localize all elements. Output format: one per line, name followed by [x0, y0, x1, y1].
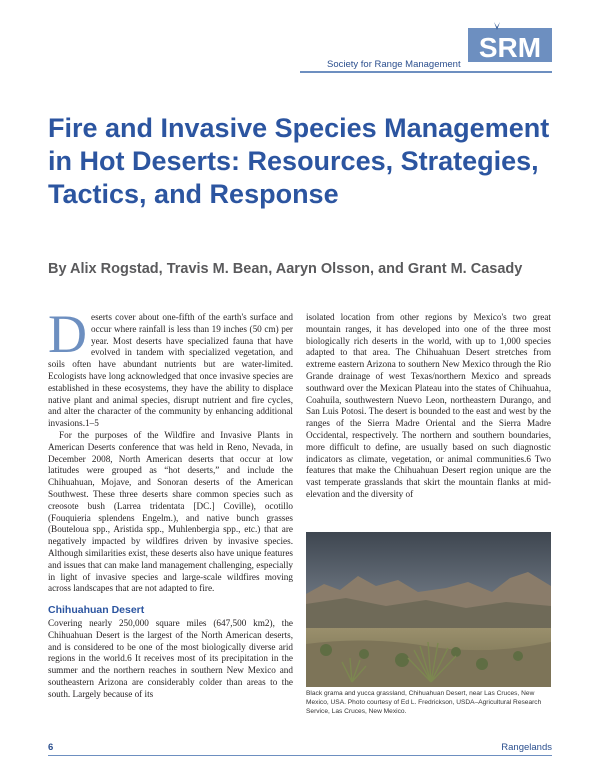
intro-paragraph [48, 304, 293, 430]
srm-logo [468, 18, 552, 68]
right-column [306, 312, 551, 501]
left-column [48, 304, 293, 701]
journal-name: Rangelands [501, 742, 552, 753]
page-number: 6 [48, 742, 54, 753]
desert-grassland-photo [306, 532, 551, 687]
continued-paragraph: isolated location from other regions by Mexico's two great mountain ranges, it has developed into one of the three most biologically rich deserts in the world, with up to 1,000 species adapted to that area. The Chihuahuan Desert stretches from extreme eastern Arizona to southern New Mexico through the Rio Grande drainage of west Texas/northern Mexico and spreads southward over the Mexican Plateau into the states of Chihuahua, Coahuila, southwestern Nuevo Leon, northeastern Durango, and San Luis Potosi. The desert is bounded to the east and west by the ranges of the Sierra Madre Oriental and the Sierra Madre Occidental, respectively. The northern and southern boundaries, more difficult to define, are usually based on such diagnostic indicators as climate, vegetation, or animal communities.6 Two features that make the Chihuahuan Desert region unique are the vast temperate grasslands that skirt the mountain flanks at mid-elevation and the diversity of [306, 312, 551, 499]
drop-cap: D [48, 304, 87, 364]
footer-rule [48, 755, 552, 756]
conference-paragraph: For the purposes of the Wildfire and Invasive Plants in American Deserts conference that was held in Reno, Nevada, in December 2008, North American deserts that occur at low latitudes were grouped as “hot deserts,” and include the Chihuahuan, Mojave, and Sonoran deserts of the American Southwest. These three deserts share common species such as creosote bush (Larrea tridentata [DC.] Coville), ocotillo (Fouquieria splendens Engelm.), and native bunch grasses (Bouteloua spp., Aristida spp., Muhlenbergia spp., etc.) that are negatively impacted by wildfires driven by invasive species. Although similarities exist, these deserts also have unique features and issues that can make land management challenging, especially in light of invasive species and large-scale wildfires moving across landscapes that are not adapted to fire. [48, 429, 293, 594]
chihuahuan-paragraph: Covering nearly 250,000 square miles (647,500 km2), the Chihuahuan Desert is the largest of the North American deserts, and is considered to be one of the most biologically diverse arid regions in the world.6 It receives most of its precipitation in the summer and the northern reaches in southern New Mexico and southeastern Arizona are considerably colder than areas to the south. Largely because of its [48, 617, 293, 699]
section-heading-chihuahuan: Chihuahuan Desert [48, 604, 145, 617]
photo-caption: Black grama and yucca grassland, Chihuahuan Desert, near Las Cruces, New Mexico, USA. Photo courtesy of Ed L. Fredrickson, USDA–Agricultural Research Service, Las Cruces, New Mexico. [306, 690, 542, 715]
article-title: Fire and Invasive Species Management in Hot Deserts: Resources, Strategies, Tactics, and Response [48, 113, 550, 209]
society-name: Society for Range Management [327, 59, 461, 70]
article-authors: By Alix Rogstad, Travis M. Bean, Aaryn Olsson, and Grant M. Casady [48, 261, 523, 277]
srm-logo-text: SRM [478, 32, 542, 63]
intro-text: eserts cover about one-fifth of the earth's surface and occur where rainfall is less than 19 inches (50 cm) per year. Most deserts have specialized fauna that have evolved in tandem with specialized vegetation, and soils often have abundant nutrients but are water-limited. Ecologists have long acknowledged that once invasive species are established in these ecosystems, they have the ability to displace native plant and animal species, disrupt nutrient and fire cycles, and alter the character of the community by enhancing additional invasions.1–5 [48, 312, 293, 429]
header-rule [300, 71, 552, 73]
